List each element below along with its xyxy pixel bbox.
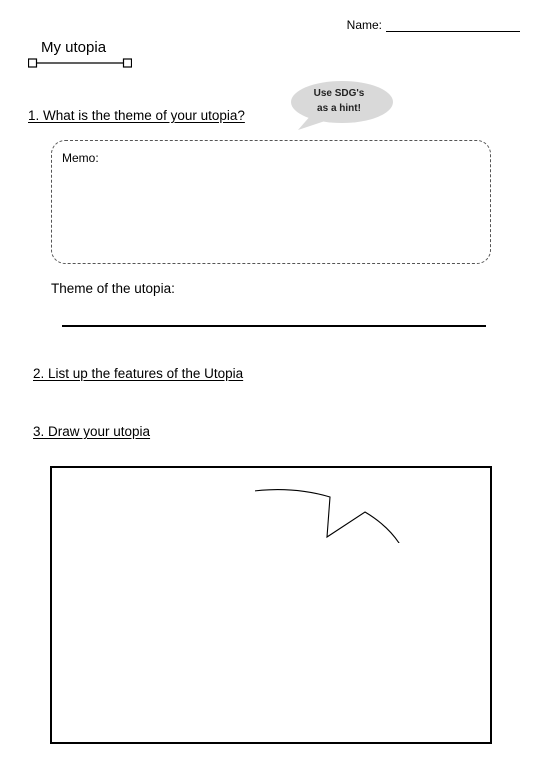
speech-bubble-shape[interactable] bbox=[255, 337, 527, 543]
hint-line-1: Use SDG's bbox=[313, 88, 365, 99]
theme-label: Theme of the utopia: bbox=[51, 281, 175, 296]
hint-line-2: as a hint! bbox=[317, 103, 361, 114]
name-label: Name: bbox=[346, 18, 382, 32]
question-3-heading: 3. Draw your utopia bbox=[33, 424, 151, 439]
name-field bbox=[347, 18, 520, 32]
page-title[interactable]: My utopia bbox=[41, 39, 107, 56]
question-1-heading: 1. What is the theme of your utopia? bbox=[28, 108, 245, 123]
theme-answer-line[interactable] bbox=[62, 325, 486, 327]
memo-label: Memo: bbox=[62, 151, 99, 165]
question-2-heading: 2. List up the features of the Utopia bbox=[33, 366, 244, 381]
memo-box[interactable] bbox=[51, 140, 491, 264]
name-input-line[interactable] bbox=[386, 19, 520, 32]
hint-callout bbox=[296, 86, 382, 116]
title-selection-handles[interactable] bbox=[28, 58, 132, 68]
